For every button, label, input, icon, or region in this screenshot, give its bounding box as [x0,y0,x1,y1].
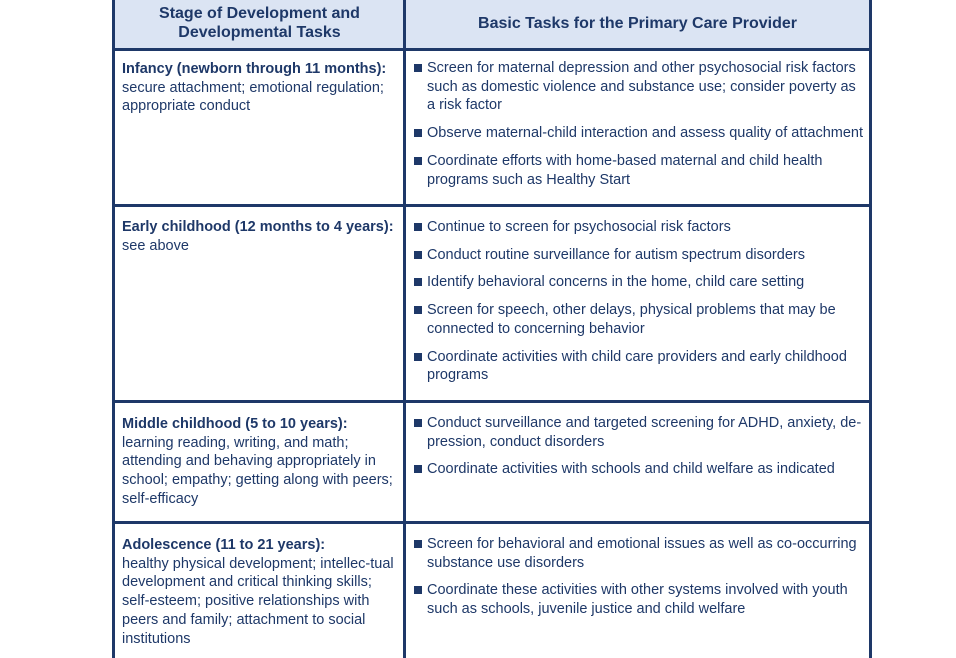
row-divider [115,521,869,524]
task-text: Coordinate activities with schools and child welfare as indicated [427,461,835,478]
task-text: Continue to screen for psychosocial risk factors [427,219,731,235]
bullet-square-icon [414,64,422,72]
bullet-square-icon [414,353,422,361]
stage-early-childhood [122,218,398,255]
task-item [412,218,867,237]
tasks-infancy [412,59,867,189]
task-item [412,535,867,572]
header-stage [115,0,404,48]
task-item [412,581,867,618]
row-divider [115,204,869,207]
bullet-square-icon [414,278,422,286]
task-item [412,301,867,338]
row-divider [115,400,869,403]
bullet-square-icon [414,586,422,594]
task-text: Screen for maternal depression and other psychosocial risk factors such as domestic violence and substance use; consider poverty as a risk factor [427,60,856,114]
task-item [412,460,867,479]
stage-middle-childhood [122,415,398,509]
task-item [412,59,867,115]
task-item [412,414,867,451]
stage-description: healthy physical development; intellec-tual development and critical thinking skills; self-esteem; positive relationships with peers and family; attachment to social institutions [122,555,394,647]
task-text: Screen for behavioral and emotional issues as well as co-occurring substance use disorders [427,536,857,571]
stage-infancy [122,60,398,116]
header-tasks [406,0,869,48]
stage-title: Adolescence (11 to 21 years): [122,537,326,553]
bullet-square-icon [414,540,422,548]
stage-title: Infancy (newborn through 11 months): [122,61,387,77]
task-text: Observe maternal-child interaction and assess quality of attachment [427,125,864,142]
bullet-square-icon [414,251,422,259]
development-table [112,0,872,658]
stage-description: see above [122,237,189,254]
bullet-square-icon [414,157,422,165]
task-text: Coordinate efforts with home-based maternal and child health programs such as Healthy Start [427,152,823,188]
task-item [412,246,867,265]
task-text: Coordinate these activities with other systems involved with youth such as schools, juvenile justice and child welfare [427,582,848,618]
task-item [412,348,867,385]
bullet-square-icon [414,419,422,427]
table-header [115,0,869,51]
header-tasks-label: Basic Tasks for the Primary Care Provider [478,14,797,32]
tasks-middle-childhood [412,414,867,479]
tasks-adolescence [412,535,867,619]
stage-title: Middle childhood (5 to 10 years): [122,416,348,432]
task-text: Conduct surveillance and targeted screening for ADHD, anxiety, de-pression, conduct disorders [427,415,862,450]
task-text: Screen for speech, other delays, physical problems that may be connected to concerning behavior [427,302,836,337]
bullet-square-icon [414,465,422,473]
stage-description: secure attachment; emotional regulation; appropriate conduct [122,79,384,115]
column-divider [403,0,406,658]
stage-adolescence [122,536,398,648]
task-text: Conduct routine surveillance for autism spectrum disorders [427,246,805,263]
task-text: Identify behavioral concerns in the home, child care setting [427,274,805,291]
task-text: Coordinate activities with child care providers and early childhood programs [427,348,847,384]
bullet-square-icon [414,129,422,137]
task-item [412,152,867,189]
stage-title: Early childhood (12 months to 4 years): [122,219,394,235]
task-item [412,124,867,143]
header-stage-label: Stage of Development and Developmental Tasks [159,5,360,41]
bullet-square-icon [414,223,422,231]
bullet-square-icon [414,306,422,314]
stage-description: learning reading, writing, and math; attending and behaving appropriately in school; empathy; getting along with peers; self-efficacy [122,434,393,507]
task-item [412,273,867,292]
tasks-early-childhood [412,218,867,385]
